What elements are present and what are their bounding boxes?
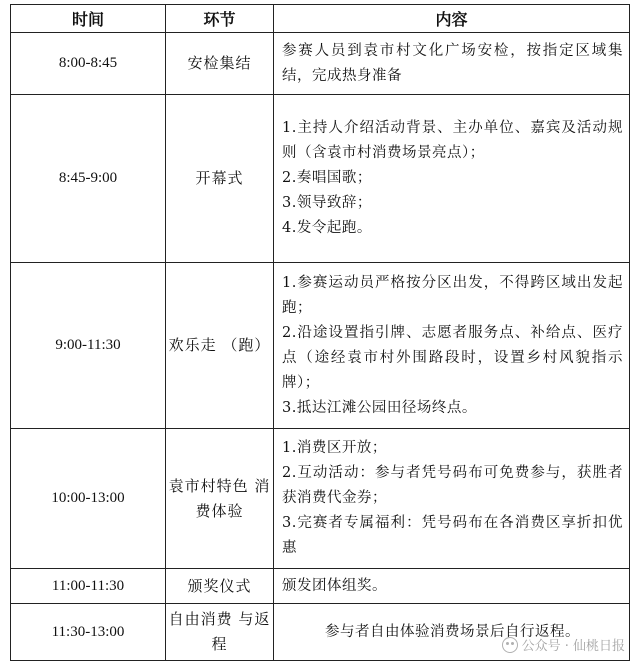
content-item: 3.领导致辞； xyxy=(282,195,372,211)
row-session xyxy=(166,263,274,429)
session-line: 消费体验 xyxy=(195,476,271,520)
content-item: 3.抵达江滩公园田径场终点。 xyxy=(282,399,477,416)
schedule-table xyxy=(10,4,630,661)
content-item: 1.主持人介绍活动背景、主办单位、嘉宾及活动规则（含袁市村消费场景亮点）； xyxy=(282,120,623,161)
wechat-icon xyxy=(502,637,518,653)
content-item: 颁发团体组奖。 xyxy=(282,577,387,594)
content-item: 1.消费区开放； xyxy=(282,440,387,456)
session-line: 安检集结 xyxy=(187,54,252,72)
row-session xyxy=(166,429,274,569)
row-time: 8:45-9:00 xyxy=(11,95,166,263)
table-row xyxy=(11,263,630,429)
row-session xyxy=(166,33,274,95)
watermark-text: 公众号 · 仙桃日报 xyxy=(521,639,625,654)
session-line: 袁市村特色 xyxy=(168,476,249,495)
table-row xyxy=(11,429,630,569)
row-time: 8:00-8:45 xyxy=(11,33,166,95)
table-header-row xyxy=(11,5,630,33)
table-row xyxy=(11,569,630,604)
row-content xyxy=(274,95,630,263)
row-session xyxy=(166,569,274,604)
content-item: 参赛人员到袁市村文化广场安检，按指定区域集结，完成热身准备 xyxy=(282,42,623,84)
table-row xyxy=(11,95,630,263)
content-item: 3.完赛者专属福利：凭号码布在各消费区享折扣优惠 xyxy=(282,515,623,556)
content-item: 2.沿途设置指引牌、志愿者服务点、补给点、医疗点（途经袁市村外围路段时，设置乡村风貌指示牌）； xyxy=(282,324,623,391)
header-content: 内容 xyxy=(274,5,630,33)
row-time: 10:00-13:00 xyxy=(11,429,166,569)
session-line: 欢乐走 xyxy=(168,336,217,354)
session-line: 颁奖仪式 xyxy=(187,576,252,595)
row-content xyxy=(274,429,630,569)
content-item: 1.参赛运动员严格按分区出发，不得跨区域出发起跑； xyxy=(282,274,623,316)
row-time: 11:30-13:00 xyxy=(11,604,166,661)
content-item: 2.互动活动：参与者凭号码布可免费参与，获胜者获消费代金券； xyxy=(282,465,623,506)
session-line: （跑） xyxy=(222,336,271,354)
row-session xyxy=(166,604,274,661)
watermark xyxy=(502,635,625,654)
content-item: 参与者自由体验消费场景后自行返程。 xyxy=(325,623,580,640)
row-session xyxy=(166,95,274,263)
row-time: 9:00-11:30 xyxy=(11,263,166,429)
row-time: 11:00-11:30 xyxy=(11,569,166,604)
header-time: 时间 xyxy=(11,5,166,33)
header-session: 环节 xyxy=(166,5,274,33)
session-line: 与返程 xyxy=(211,610,271,653)
row-content xyxy=(274,33,630,95)
row-content xyxy=(274,263,630,429)
session-line: 开幕式 xyxy=(195,169,244,187)
content-item: 4.发令起跑。 xyxy=(282,220,372,236)
table-row xyxy=(11,33,630,95)
session-line: 自由消费 xyxy=(168,610,233,628)
content-item: 2.奏唱国歌； xyxy=(282,170,372,186)
row-content xyxy=(274,569,630,604)
